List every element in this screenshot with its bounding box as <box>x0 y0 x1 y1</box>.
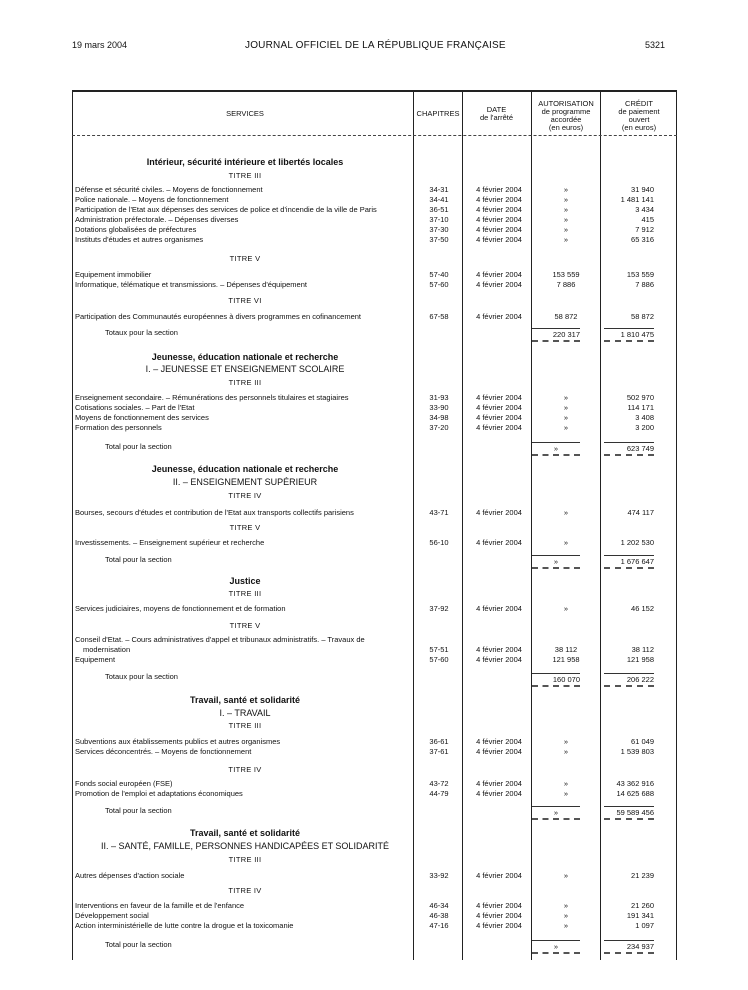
table-row <box>0 403 748 413</box>
row-credit: 153 559 <box>626 270 654 279</box>
table-row <box>0 911 748 921</box>
row-credit: 474 117 <box>627 508 654 517</box>
row-date: 4 février 2004 <box>476 737 522 746</box>
row-service: Dotations globalisées de préfectures <box>75 225 197 234</box>
row-service: Services judiciaires, moyens de fonctionnement et de formation <box>75 604 286 613</box>
row-service: Enseignement secondaire. – Rémunérations des personnels titulaires et stagiaires <box>75 393 349 402</box>
row-service: Services déconcentrés. – Moyens de fonctionnement <box>75 747 252 756</box>
section-total-auth: 220 317 <box>532 328 580 342</box>
row-credit: 1 097 <box>635 921 654 930</box>
section-heading: Travail, santé et solidarité <box>189 828 301 838</box>
row-chapter: 34-98 <box>429 413 449 422</box>
titre-heading: TITRE III <box>228 378 262 387</box>
col-header-auth-l2: de programme <box>541 107 591 116</box>
row-chapter: 37-30 <box>429 225 449 234</box>
section-total-auth: » <box>532 555 580 569</box>
row-chapter: 44-79 <box>429 789 449 798</box>
table-row <box>0 737 748 747</box>
col-header-chapitres: CHAPITRES <box>416 109 460 118</box>
col-header-auth-l4: (en euros) <box>548 123 584 132</box>
titre-heading: TITRE IV <box>228 886 262 895</box>
row-authorization: » <box>563 921 569 930</box>
titre-heading: TITRE V <box>229 621 261 630</box>
titre-heading: TITRE III <box>228 171 262 180</box>
row-service: Cotisations sociales. – Part de l'Etat <box>75 403 195 412</box>
table-row <box>0 423 748 433</box>
row-date: 4 février 2004 <box>476 508 522 517</box>
section-total-label: Total pour la section <box>105 555 172 564</box>
table-row <box>0 779 748 789</box>
titre-heading: TITRE III <box>228 589 262 598</box>
row-authorization: » <box>563 538 569 547</box>
row-authorization: » <box>563 508 569 517</box>
row-date: 4 février 2004 <box>476 225 522 234</box>
section-total-credit: 234 937 <box>604 940 654 954</box>
row-chapter: 34-31 <box>429 185 449 194</box>
row-credit: 191 341 <box>626 911 654 920</box>
row-chapter: 36-61 <box>429 737 449 746</box>
section-subheading: II. – SANTÉ, FAMILLE, PERSONNES HANDICAPÉES ET SOLIDARITÉ <box>101 841 389 851</box>
row-date: 4 février 2004 <box>476 911 522 920</box>
row-credit: 58 872 <box>631 312 654 321</box>
row-chapter: 37-50 <box>429 235 449 244</box>
row-service: Autres dépenses d'action sociale <box>75 871 185 880</box>
row-chapter: 57-60 <box>429 655 449 664</box>
row-authorization: 58 872 <box>554 312 578 321</box>
row-chapter: 43-72 <box>429 779 449 788</box>
row-authorization: » <box>563 393 569 402</box>
col-header-auth-l3: accordée <box>550 115 582 124</box>
row-authorization: » <box>563 911 569 920</box>
row-credit: 1 202 530 <box>620 538 654 547</box>
table-row <box>0 393 748 403</box>
table-row <box>0 604 748 614</box>
section-subheading: II. – ENSEIGNEMENT SUPÉRIEUR <box>172 477 318 487</box>
row-credit: 46 152 <box>631 604 654 613</box>
row-chapter: 56-10 <box>429 538 449 547</box>
table-row <box>0 413 748 423</box>
table-row <box>0 225 748 235</box>
section-heading: Jeunesse, éducation nationale et recherche <box>151 352 339 362</box>
row-service: Fonds social européen (FSE) <box>75 779 173 788</box>
titre-heading: TITRE IV <box>228 491 262 500</box>
row-date: 4 février 2004 <box>476 655 522 664</box>
row-service: Promotion de l'emploi et adaptations économiques <box>75 789 243 798</box>
row-date: 4 février 2004 <box>476 235 522 244</box>
row-credit: 38 112 <box>631 645 654 654</box>
row-chapter: 67-58 <box>429 312 449 321</box>
titre-heading: TITRE III <box>228 855 262 864</box>
section-total-credit: 1 676 647 <box>604 555 654 569</box>
row-authorization: » <box>563 205 569 214</box>
row-service: Informatique, télématique et transmissions. – Dépenses d'équipement <box>75 280 307 289</box>
row-chapter: 37-10 <box>429 215 449 224</box>
titre-heading: TITRE III <box>228 721 262 730</box>
section-total-credit: 623 749 <box>604 442 654 456</box>
section-total-credit: 1 810 475 <box>604 328 654 342</box>
page-number: 5321 <box>645 40 666 50</box>
row-chapter: 31-93 <box>429 393 449 402</box>
table-row <box>0 235 748 245</box>
row-service: Action interministérielle de lutte contre la drogue et la toxicomanie <box>75 921 294 930</box>
section-heading: Intérieur, sécurité intérieure et libertés locales <box>146 157 344 167</box>
journal-title: JOURNAL OFFICIEL DE LA RÉPUBLIQUE FRANÇAISE <box>245 40 506 51</box>
section-total-label: Totaux pour la section <box>105 328 178 337</box>
table-row <box>0 205 748 215</box>
titre-heading: TITRE V <box>229 523 261 532</box>
row-chapter: 43-71 <box>429 508 449 517</box>
row-credit: 3 200 <box>635 423 654 432</box>
row-service: Equipement immobilier <box>75 270 152 279</box>
row-date: 4 février 2004 <box>476 779 522 788</box>
row-date: 4 février 2004 <box>476 312 522 321</box>
section-total-auth: » <box>532 806 580 820</box>
row-date: 4 février 2004 <box>476 195 522 204</box>
table-row <box>0 901 748 911</box>
row-service: Interventions en faveur de la famille et de l'enfance <box>75 901 245 910</box>
section-total-auth: 160 070 <box>532 673 580 687</box>
row-authorization: » <box>563 423 569 432</box>
row-service: Equipement <box>75 655 116 664</box>
titre-heading: TITRE IV <box>228 765 262 774</box>
col-header-cred-l4: (en euros) <box>621 123 657 132</box>
row-authorization: 121 958 <box>552 655 580 664</box>
table-row <box>0 655 748 665</box>
col-header-services: SERVICES <box>226 109 264 118</box>
row-authorization: » <box>563 185 569 194</box>
section-total-label: Total pour la section <box>105 806 172 815</box>
section-total-label: Totaux pour la section <box>105 672 178 681</box>
row-chapter: 37-92 <box>429 604 449 613</box>
section-total-label: Total pour la section <box>105 442 172 451</box>
row-date: 4 février 2004 <box>476 871 522 880</box>
table-row <box>0 280 748 290</box>
row-date: 4 février 2004 <box>476 901 522 910</box>
row-date: 4 février 2004 <box>476 270 522 279</box>
col-header-auth <box>532 100 600 132</box>
section-total-credit: 206 222 <box>604 673 654 687</box>
row-service: Développement social <box>75 911 149 920</box>
section-total-auth: » <box>532 940 580 954</box>
row-date: 4 février 2004 <box>476 413 522 422</box>
row-authorization: 153 559 <box>552 270 580 279</box>
row-chapter: 46-38 <box>429 911 449 920</box>
row-date: 4 février 2004 <box>476 645 522 654</box>
table-row <box>0 312 748 322</box>
row-service: modernisation <box>83 645 131 654</box>
row-authorization: » <box>563 871 569 880</box>
row-chapter: 33-92 <box>429 871 449 880</box>
row-credit: 1 481 141 <box>620 195 654 204</box>
table-row <box>0 871 748 881</box>
section-heading: Travail, santé et solidarité <box>189 695 301 705</box>
col-header-auth-l1: AUTORISATION <box>538 99 594 108</box>
section-total-credit: 59 589 456 <box>604 806 654 820</box>
col-header-cred-l2: de paiement <box>618 107 660 116</box>
row-credit: 3 408 <box>635 413 654 422</box>
row-authorization: » <box>563 413 569 422</box>
row-chapter: 46-34 <box>429 901 449 910</box>
row-credit: 3 434 <box>635 205 654 214</box>
row-authorization: » <box>563 901 569 910</box>
section-total-label: Total pour la section <box>105 940 172 949</box>
row-date: 4 février 2004 <box>476 789 522 798</box>
row-credit: 65 316 <box>631 235 654 244</box>
row-credit: 1 539 803 <box>620 747 654 756</box>
col-header-cred <box>601 100 677 132</box>
col-header-cred-l1: CRÉDIT <box>625 99 653 108</box>
col-header-date <box>462 106 531 122</box>
row-service: Participation des Communautés européennes à divers programmes en cofinancement <box>75 312 361 321</box>
row-credit: 21 260 <box>631 901 654 910</box>
row-chapter: 57-40 <box>429 270 449 279</box>
row-chapter: 37-20 <box>429 423 449 432</box>
col-header-date-l2: de l'arrêté <box>479 113 514 122</box>
table-row <box>0 215 748 225</box>
row-service: Participation de l'Etat aux dépenses des services de police et d'incendie de la ville de Paris <box>75 205 377 214</box>
row-date: 4 février 2004 <box>476 280 522 289</box>
table-row <box>0 508 748 518</box>
section-heading: Jeunesse, éducation nationale et recherche <box>151 464 339 474</box>
row-chapter: 57-60 <box>429 280 449 289</box>
row-service: Police nationale. – Moyens de fonctionnement <box>75 195 229 204</box>
row-authorization: » <box>563 737 569 746</box>
row-authorization: 38 112 <box>554 645 578 654</box>
row-date: 4 février 2004 <box>476 205 522 214</box>
table-row <box>0 185 748 195</box>
row-credit: 14 625 688 <box>616 789 654 798</box>
titre-heading: TITRE VI <box>228 296 262 305</box>
row-chapter: 57-51 <box>429 645 449 654</box>
row-date: 4 février 2004 <box>476 215 522 224</box>
row-service: Moyens de fonctionnement des services <box>75 413 209 422</box>
row-date: 4 février 2004 <box>476 185 522 194</box>
col-header-date-l1: DATE <box>486 105 507 114</box>
table-row <box>0 921 748 931</box>
row-service: Défense et sécurité civiles. – Moyens de fonctionnement <box>75 185 263 194</box>
row-authorization: » <box>563 403 569 412</box>
row-date: 4 février 2004 <box>476 747 522 756</box>
col-header-cred-l3: ouvert <box>628 115 650 124</box>
row-chapter: 33-90 <box>429 403 449 412</box>
row-date: 4 février 2004 <box>476 538 522 547</box>
row-authorization: » <box>563 225 569 234</box>
section-subheading: I. – JEUNESSE ET ENSEIGNEMENT SCOLAIRE <box>145 364 345 374</box>
row-authorization: » <box>563 235 569 244</box>
row-credit: 502 970 <box>626 393 654 402</box>
row-authorization: » <box>563 195 569 204</box>
row-chapter: 37-61 <box>429 747 449 756</box>
row-credit: 31 940 <box>631 185 654 194</box>
row-authorization: » <box>563 604 569 613</box>
row-service: Formation des personnels <box>75 423 162 432</box>
row-date: 4 février 2004 <box>476 921 522 930</box>
row-credit: 43 362 916 <box>616 779 654 788</box>
row-authorization: » <box>563 215 569 224</box>
row-credit: 121 958 <box>626 655 654 664</box>
table-row <box>0 645 748 655</box>
table-row <box>0 538 748 548</box>
row-date: 4 février 2004 <box>476 423 522 432</box>
row-authorization: » <box>563 779 569 788</box>
row-date: 4 février 2004 <box>476 393 522 402</box>
row-service: Conseil d'Etat. – Cours administratives d'appel et tribunaux administratifs. – Travaux de <box>75 635 365 644</box>
row-credit: 61 049 <box>631 737 654 746</box>
row-chapter: 34-41 <box>429 195 449 204</box>
row-service: Subventions aux établissements publics et autres organismes <box>75 737 281 746</box>
table-row <box>0 195 748 205</box>
row-authorization: 7 886 <box>556 280 576 289</box>
row-chapter: 47-16 <box>429 921 449 930</box>
row-chapter: 36-51 <box>429 205 449 214</box>
titre-heading: TITRE V <box>229 254 261 263</box>
row-date: 4 février 2004 <box>476 604 522 613</box>
table-row <box>0 270 748 280</box>
row-service: Bourses, secours d'études et contribution de l'Etat aux transports collectifs parisiens <box>75 508 354 517</box>
row-credit: 114 171 <box>627 403 654 412</box>
row-service: Instituts d'études et autres organismes <box>75 235 204 244</box>
row-credit: 7 886 <box>635 280 654 289</box>
row-service: Investissements. – Enseignement supérieur et recherche <box>75 538 265 547</box>
table-row <box>0 747 748 757</box>
row-service: Administration préfectorale. – Dépenses diverses <box>75 215 239 224</box>
section-subheading: I. – TRAVAIL <box>219 708 271 718</box>
row-authorization: » <box>563 747 569 756</box>
row-credit: 7 912 <box>635 225 654 234</box>
table-row <box>0 635 748 645</box>
header-date: 19 mars 2004 <box>72 40 128 50</box>
row-authorization: » <box>563 789 569 798</box>
table-row <box>0 789 748 799</box>
section-heading: Justice <box>229 576 261 586</box>
row-credit: 415 <box>641 215 654 224</box>
row-credit: 21 239 <box>631 871 654 880</box>
header-rule <box>72 135 677 136</box>
row-date: 4 février 2004 <box>476 403 522 412</box>
section-total-auth: » <box>532 442 580 456</box>
